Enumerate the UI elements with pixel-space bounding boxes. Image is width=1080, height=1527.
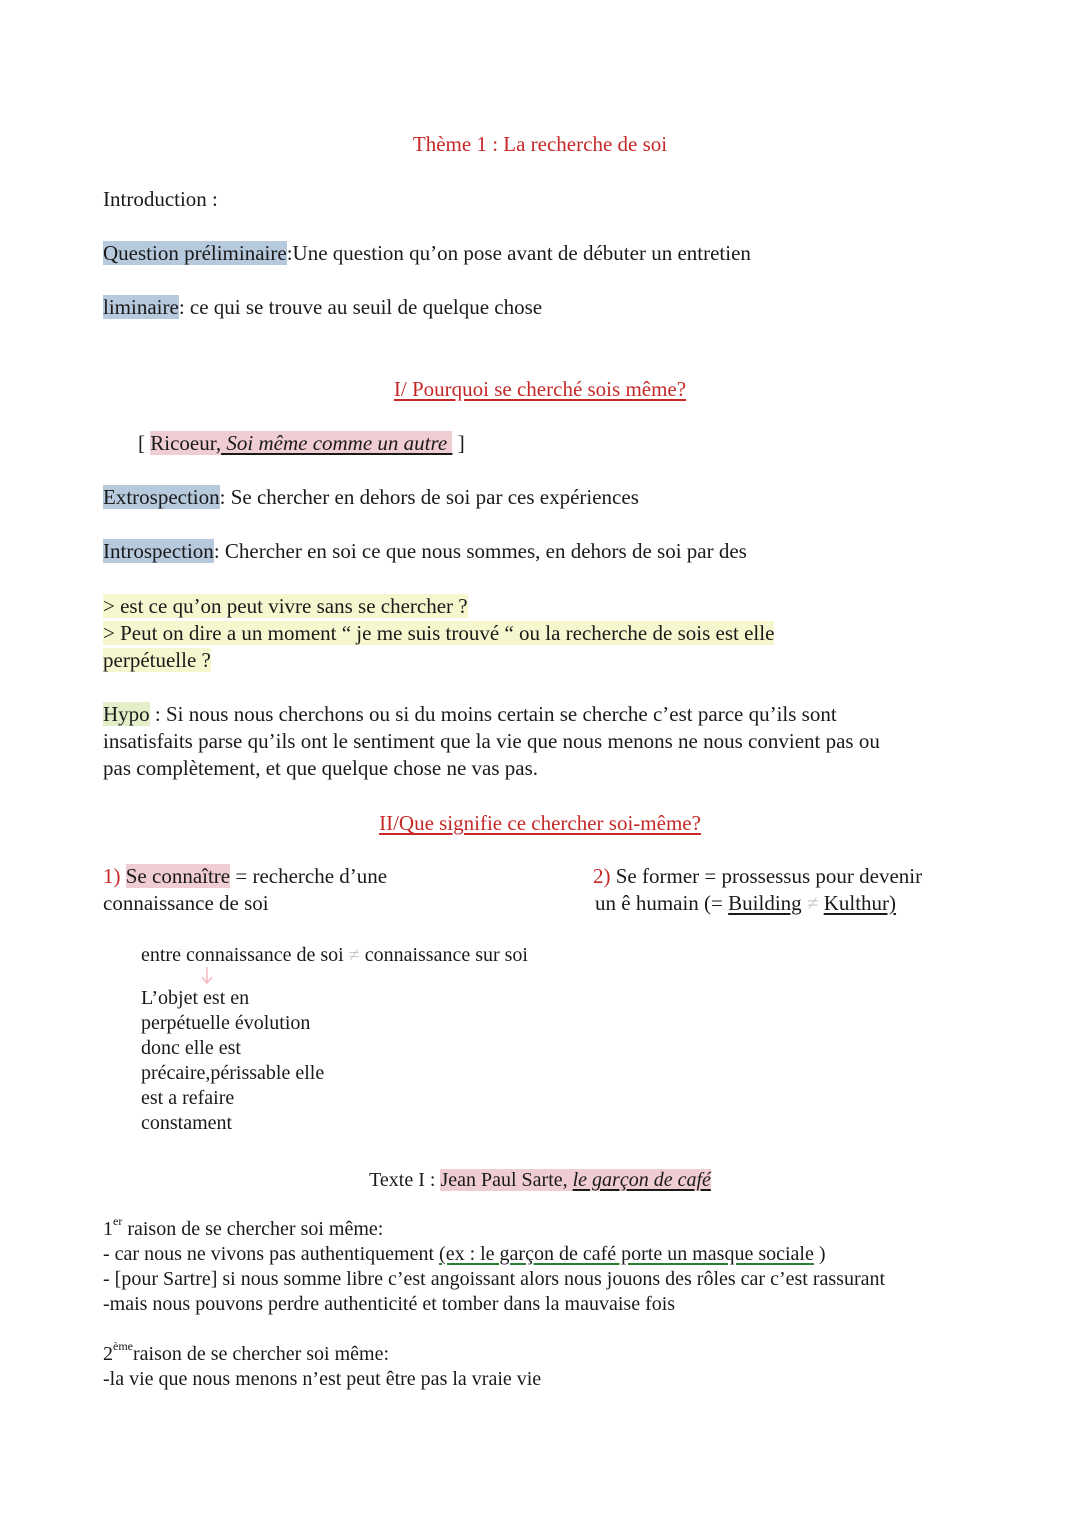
section-1-heading: I/ Pourquoi se cherché sois même? — [393, 377, 687, 401]
note-line: L’objet est en — [141, 987, 250, 1009]
reason-2-heading: 2èmeraison de se chercher soi même: — [103, 1339, 390, 1365]
term-kulthur: Kulthur) — [823, 891, 897, 915]
definition-introspection: Introspection: Chercher en soi ce que nous sommes, en dehors de soi par des — [103, 539, 747, 563]
question-2-cont: perpétuelle ? — [103, 648, 211, 672]
text-1-reference: Jean Paul Sarte, le garçon de café — [440, 1169, 711, 1191]
hypothesis: Hypo : Si nous nous cherchons ou si du moins certain se cherche c’est parce qu’ils sont — [103, 702, 837, 726]
not-equal-sign: ≠ — [801, 891, 824, 915]
definition-liminaire — [103, 294, 542, 321]
question-1: > est ce qu’on peut vivre sans se chercher ? — [103, 594, 468, 618]
down-arrow-icon — [201, 966, 213, 984]
note-line: donc elle est — [141, 1037, 241, 1059]
term-se-connaitre: Se connaître — [125, 864, 231, 888]
text-1-work: le garçon de café — [572, 1169, 711, 1191]
not-equal-sign: ≠ — [348, 944, 360, 966]
reason-2-bullet-1: -la vie que nous menons n’est peut être pas la vraie vie — [103, 1368, 542, 1390]
page-title: Thème 1 : La recherche de soi — [412, 132, 668, 156]
term-hypo: Hypo — [103, 702, 150, 726]
intro-heading: Introduction : — [103, 187, 218, 211]
hypothesis-line-3: pas complètement, et que quelque chose ne vas pas. — [103, 756, 539, 780]
point-2: 2) Se former = prossessus pour devenir — [593, 864, 923, 888]
distinction-line: entre connaissance de soi ≠ connaissance sur soi — [141, 944, 528, 966]
definition-text: : ce qui se trouve au seuil de quelque chose — [178, 295, 543, 319]
reason-1-heading: 1er raison de se chercher soi même: — [103, 1214, 384, 1240]
note-line: perpétuelle évolution — [141, 1012, 311, 1034]
example-garcon-de-cafe: (ex : le garçon de café porte un masque sociale — [439, 1243, 814, 1265]
term-liminaire: liminaire — [103, 295, 179, 319]
definition-text: :Une question qu’on pose avant de débuter un entretien — [286, 241, 751, 265]
note-line: est a refaire — [141, 1087, 235, 1109]
reference-ricoeur: [ Ricoeur, Soi même comme un autre ] — [138, 431, 465, 455]
section-2-heading: II/Que signifie ce chercher soi-même? — [379, 811, 701, 835]
term-building: Building — [728, 891, 802, 915]
reason-1-bullet-3: -mais nous pouvons perdre authenticité et tomber dans la mauvaise fois — [103, 1293, 676, 1315]
note-line: précaire,périssable elle — [141, 1062, 325, 1084]
hypothesis-line-2: insatisfaits parse qu’ils ont le sentiment que la vie que nous menons ne nous convient pas ou — [103, 729, 880, 753]
reference-work: Soi même comme un autre — [221, 431, 453, 455]
definition-extrospection: Extrospection: Se chercher en dehors de soi par ces expériences — [103, 485, 639, 509]
point-1-number: 1) — [103, 864, 121, 888]
term-extrospection: Extrospection — [103, 485, 220, 509]
point-2-line-2: un ê humain (= Building ≠ Kulthur) — [595, 891, 897, 915]
point-1-line-2: connaissance de soi — [103, 891, 269, 915]
reason-1-bullet-2: - [pour Sartre] si nous somme libre c’est angoissant alors nous jouons des rôles car c’est rassurant — [103, 1268, 886, 1290]
text-1-heading: Texte I : Jean Paul Sarte, le garçon de café — [369, 1169, 711, 1191]
point-1: 1) Se connaître = recherche d’une — [103, 864, 388, 888]
question-2: > Peut on dire a un moment “ je me suis trouvé “ ou la recherche de sois est elle — [103, 621, 775, 645]
point-2-number: 2) — [593, 864, 611, 888]
reference-highlight: Ricoeur, Soi même comme un autre — [150, 431, 453, 455]
definition-question-preliminaire — [103, 240, 751, 267]
term-question-preliminaire: Question préliminaire — [103, 241, 287, 265]
reason-1-bullet-1: - car nous ne vivons pas authentiquement (ex : le garçon de café porte un masque sociale ) — [103, 1243, 826, 1265]
note-block — [141, 986, 324, 1136]
term-introspection: Introspection — [103, 539, 214, 563]
note-line: constament — [141, 1112, 233, 1134]
